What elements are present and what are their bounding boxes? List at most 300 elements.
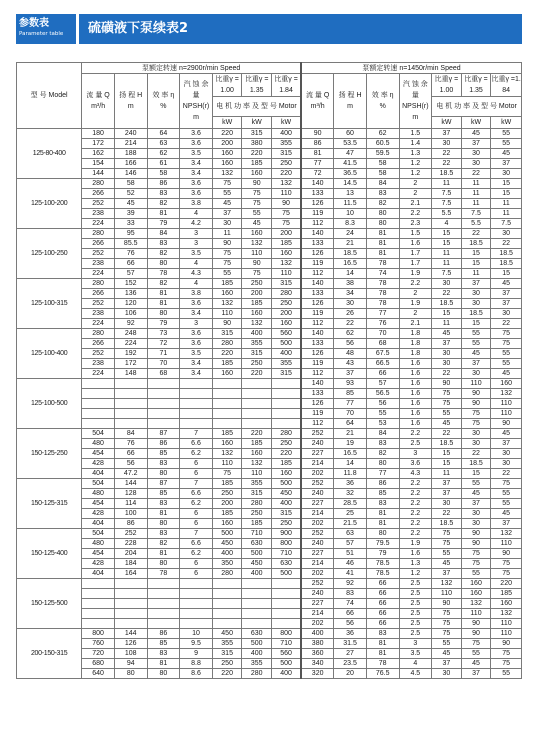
value-cell: 160 — [212, 159, 242, 169]
value-cell: 18.5 — [432, 439, 462, 449]
value-cell: 76.5 — [366, 669, 399, 679]
value-cell: 7 — [180, 529, 213, 539]
value-cell: 72 — [147, 339, 180, 349]
value-cell: 92 — [114, 319, 147, 329]
value-cell: 37 — [461, 669, 491, 679]
value-cell: 185 — [212, 509, 242, 519]
value-cell: 315 — [212, 649, 242, 659]
value-cell: 132 — [461, 599, 491, 609]
table-row — [17, 539, 522, 549]
value-cell: 180 — [82, 129, 115, 139]
value-cell: 63 — [334, 529, 367, 539]
value-cell: 148 — [114, 369, 147, 379]
value-cell: 84 — [366, 179, 399, 189]
value-cell: 166 — [114, 159, 147, 169]
value-cell: 185 — [272, 239, 302, 249]
value-cell: 202 — [301, 619, 334, 629]
value-cell: 75 — [212, 179, 242, 189]
value-cell: 30 — [432, 359, 462, 369]
value-cell: 266 — [82, 239, 115, 249]
value-cell: 45 — [212, 199, 242, 209]
value-cell: 380 — [242, 139, 272, 149]
value-cell: 81 — [301, 149, 334, 159]
value-cell: 185 — [212, 479, 242, 489]
value-cell: 11.5 — [334, 199, 367, 209]
value-cell — [212, 589, 242, 599]
value-cell: 160 — [272, 319, 302, 329]
value-cell: 280 — [242, 669, 272, 679]
value-cell: 55 — [491, 139, 522, 149]
value-cell: 37 — [461, 139, 491, 149]
value-cell: 43 — [334, 359, 367, 369]
model-cell: 125-100-250 — [17, 229, 82, 279]
value-cell — [212, 409, 242, 419]
value-cell: 6 — [180, 519, 213, 529]
value-cell: 160 — [212, 519, 242, 529]
value-cell — [242, 589, 272, 599]
value-cell: 79 — [366, 549, 399, 559]
value-cell: 80 — [147, 469, 180, 479]
value-cell: 2.5 — [399, 579, 432, 589]
value-cell: 22 — [432, 149, 462, 159]
table-row — [17, 429, 522, 439]
table-row — [17, 589, 522, 599]
value-cell: 90 — [432, 599, 462, 609]
value-cell: 3.6 — [180, 129, 213, 139]
value-cell: 128 — [114, 489, 147, 499]
value-cell: 56 — [334, 619, 367, 629]
value-cell: 79 — [147, 219, 180, 229]
flow-header: 流 量 Q m³/h — [82, 74, 115, 129]
value-cell: 252 — [301, 579, 334, 589]
table-row — [17, 609, 522, 619]
value-cell: 162 — [82, 149, 115, 159]
value-cell: 30 — [432, 349, 462, 359]
sg2-header: 比重γ =1.35 — [461, 74, 491, 97]
value-cell: 220 — [242, 149, 272, 159]
value-cell — [114, 379, 147, 389]
value-cell: 75 — [491, 479, 522, 489]
value-cell: 30 — [461, 429, 491, 439]
value-cell: 47.2 — [114, 469, 147, 479]
value-cell: 2.2 — [399, 429, 432, 439]
value-cell: 252 — [301, 479, 334, 489]
value-cell: 6.6 — [180, 439, 213, 449]
value-cell: 90 — [461, 619, 491, 629]
value-cell: 83 — [147, 529, 180, 539]
value-cell: 4.2 — [180, 219, 213, 229]
value-cell: 112 — [301, 369, 334, 379]
value-cell: 504 — [82, 429, 115, 439]
value-cell: 355 — [242, 659, 272, 669]
value-cell: 75 — [491, 329, 522, 339]
value-cell — [180, 609, 213, 619]
table-row — [17, 169, 522, 179]
value-cell: 83 — [334, 589, 367, 599]
value-cell: 34 — [334, 289, 367, 299]
value-cell: 75 — [212, 249, 242, 259]
value-cell: 315 — [272, 279, 302, 289]
value-cell: 18.5 — [432, 519, 462, 529]
value-cell: 4 — [180, 279, 213, 289]
speed-header-1450: 泵额定转速 n=1450r/min Speed — [301, 63, 521, 74]
value-cell: 75 — [491, 559, 522, 569]
value-cell: 11 — [432, 319, 462, 329]
value-cell: 3.8 — [180, 289, 213, 299]
value-cell: 83 — [366, 189, 399, 199]
value-cell: 500 — [272, 479, 302, 489]
value-cell: 85 — [366, 489, 399, 499]
value-cell: 220 — [272, 449, 302, 459]
value-cell: 85 — [147, 449, 180, 459]
value-cell: 315 — [242, 129, 272, 139]
value-cell: 87 — [147, 479, 180, 489]
value-cell: 80 — [147, 309, 180, 319]
value-cell: 7.5 — [491, 219, 522, 229]
model-cell: 150-125-250 — [17, 429, 82, 479]
value-cell: 132 — [272, 259, 302, 269]
value-cell: 30 — [212, 219, 242, 229]
value-cell: 55 — [491, 489, 522, 499]
value-cell — [147, 419, 180, 429]
value-cell: 126 — [114, 639, 147, 649]
value-cell: 710 — [272, 549, 302, 559]
value-cell: 132 — [491, 609, 522, 619]
value-cell: 112 — [301, 219, 334, 229]
value-cell: 280 — [242, 499, 272, 509]
value-cell: 21 — [334, 239, 367, 249]
value-cell: 45 — [491, 509, 522, 519]
value-cell: 252 — [114, 529, 147, 539]
value-cell: 84 — [147, 229, 180, 239]
value-cell: 30 — [461, 159, 491, 169]
value-cell: 132 — [242, 319, 272, 329]
value-cell: 2 — [399, 179, 432, 189]
model-cell: 125-100-400 — [17, 329, 82, 379]
value-cell: 504 — [82, 529, 115, 539]
value-cell: 227 — [301, 449, 334, 459]
value-cell: 5.5 — [432, 209, 462, 219]
value-cell: 355 — [242, 339, 272, 349]
value-cell: 31.5 — [334, 639, 367, 649]
value-cell: 3 — [180, 319, 213, 329]
value-cell: 62 — [334, 329, 367, 339]
value-cell: 55 — [491, 669, 522, 679]
value-cell: 81 — [147, 549, 180, 559]
value-cell: 19 — [334, 439, 367, 449]
value-cell: 11 — [461, 199, 491, 209]
value-cell: 184 — [114, 559, 147, 569]
value-cell: 114 — [114, 499, 147, 509]
value-cell: 110 — [491, 399, 522, 409]
value-cell: 250 — [212, 659, 242, 669]
value-cell — [82, 399, 115, 409]
value-cell: 1.6 — [399, 549, 432, 559]
value-cell: 30 — [491, 229, 522, 239]
model-cell: 125-100-500 — [17, 379, 82, 429]
value-cell: 85 — [147, 489, 180, 499]
value-cell: 202 — [301, 469, 334, 479]
value-cell: 30 — [491, 309, 522, 319]
value-cell: 75 — [432, 529, 462, 539]
value-cell: 18.5 — [432, 299, 462, 309]
value-cell: 6.2 — [180, 549, 213, 559]
value-cell: 160 — [212, 369, 242, 379]
value-cell: 160 — [242, 229, 272, 239]
value-cell: 15 — [461, 249, 491, 259]
value-cell: 82 — [366, 199, 399, 209]
value-cell: 227 — [301, 599, 334, 609]
value-cell: 75 — [212, 259, 242, 269]
table-row — [17, 459, 522, 469]
value-cell: 2.2 — [399, 489, 432, 499]
value-cell: 55 — [432, 409, 462, 419]
value-cell: 630 — [242, 629, 272, 639]
value-cell: 1.3 — [399, 559, 432, 569]
kw-unit: kW — [461, 117, 491, 129]
value-cell: 14 — [334, 459, 367, 469]
table-row — [17, 129, 522, 139]
value-cell: 680 — [82, 659, 115, 669]
value-cell: 66.5 — [366, 359, 399, 369]
value-cell: 18.5 — [461, 309, 491, 319]
value-cell: 11 — [461, 269, 491, 279]
value-cell: 64 — [147, 129, 180, 139]
value-cell: 86 — [114, 519, 147, 529]
value-cell: 27 — [334, 649, 367, 659]
value-cell: 8.8 — [180, 659, 213, 669]
value-cell: 18.5 — [461, 239, 491, 249]
value-cell — [212, 419, 242, 429]
value-cell: 640 — [82, 669, 115, 679]
value-cell: 454 — [82, 549, 115, 559]
value-cell: 90 — [461, 399, 491, 409]
value-cell: 110 — [242, 469, 272, 479]
value-cell: 100 — [114, 509, 147, 519]
value-cell: 95 — [114, 229, 147, 239]
value-cell: 14.5 — [334, 179, 367, 189]
table-body — [17, 129, 522, 679]
table-row — [17, 549, 522, 559]
value-cell: 56 — [366, 399, 399, 409]
table-row — [17, 639, 522, 649]
value-cell — [147, 619, 180, 629]
value-cell: 78 — [366, 279, 399, 289]
sg1-header: 比重γ =1.00 — [432, 74, 462, 97]
value-cell: 4 — [180, 259, 213, 269]
value-cell: 224 — [82, 219, 115, 229]
value-cell: 22 — [491, 239, 522, 249]
value-cell: 37 — [432, 569, 462, 579]
value-cell: 1.9 — [399, 269, 432, 279]
table-row — [17, 279, 522, 289]
value-cell: 66 — [366, 609, 399, 619]
value-cell: 13 — [334, 189, 367, 199]
value-cell: 1.6 — [399, 389, 432, 399]
value-cell: 45 — [491, 429, 522, 439]
value-cell: 160 — [272, 469, 302, 479]
value-cell: 90 — [242, 179, 272, 189]
value-cell: 80 — [147, 519, 180, 529]
value-cell: 188 — [114, 149, 147, 159]
sg3-header: 比重γ =1.84 — [272, 74, 302, 97]
value-cell: 7.5 — [432, 199, 462, 209]
value-cell: 119 — [301, 259, 334, 269]
value-cell: 67.5 — [366, 349, 399, 359]
value-cell: 2.5 — [399, 619, 432, 629]
value-cell: 280 — [82, 229, 115, 239]
value-cell: 480 — [82, 539, 115, 549]
value-cell: 450 — [272, 489, 302, 499]
value-cell — [272, 399, 302, 409]
value-cell: 37 — [432, 489, 462, 499]
value-cell: 355 — [272, 139, 302, 149]
value-cell: 55 — [212, 269, 242, 279]
value-cell: 2.2 — [399, 519, 432, 529]
model-cell: 150-125-500 — [17, 579, 82, 629]
value-cell: 133 — [301, 239, 334, 249]
value-cell — [242, 599, 272, 609]
value-cell: 39 — [114, 209, 147, 219]
value-cell: 200 — [272, 309, 302, 319]
value-cell: 160 — [212, 149, 242, 159]
value-cell: 11 — [461, 189, 491, 199]
value-cell: 75 — [432, 629, 462, 639]
value-cell: 75 — [461, 419, 491, 429]
value-cell: 428 — [82, 459, 115, 469]
value-cell: 560 — [272, 329, 302, 339]
value-cell: 11 — [432, 179, 462, 189]
value-cell: 1.6 — [399, 409, 432, 419]
value-cell: 3.8 — [180, 199, 213, 209]
value-cell: 45 — [461, 349, 491, 359]
value-cell: 23.5 — [334, 659, 367, 669]
value-cell: 30 — [432, 669, 462, 679]
value-cell: 132 — [212, 299, 242, 309]
head-header: 扬 程 H m — [114, 74, 147, 129]
value-cell: 1.7 — [399, 259, 432, 269]
value-cell: 11 — [432, 249, 462, 259]
value-cell: 37 — [491, 519, 522, 529]
value-cell: 73 — [147, 329, 180, 339]
value-cell: 110 — [242, 249, 272, 259]
table-row — [17, 489, 522, 499]
value-cell: 15 — [491, 189, 522, 199]
value-cell: 76 — [114, 439, 147, 449]
value-cell: 2.3 — [399, 219, 432, 229]
value-cell: 214 — [114, 139, 147, 149]
value-cell: 240 — [301, 589, 334, 599]
table-row — [17, 409, 522, 419]
value-cell: 1.6 — [399, 419, 432, 429]
value-cell: 90 — [461, 629, 491, 639]
value-cell: 37 — [491, 299, 522, 309]
table-row — [17, 299, 522, 309]
value-cell: 1.3 — [399, 149, 432, 159]
value-cell: 315 — [272, 509, 302, 519]
table-row — [17, 189, 522, 199]
model-cell: 150-125-315 — [17, 479, 82, 529]
value-cell: 66 — [334, 609, 367, 619]
value-cell: 59.5 — [366, 149, 399, 159]
value-cell: 55 — [242, 209, 272, 219]
value-cell: 450 — [212, 539, 242, 549]
table-row — [17, 419, 522, 429]
value-cell: 450 — [242, 559, 272, 569]
value-cell: 315 — [242, 489, 272, 499]
value-cell: 4 — [432, 219, 462, 229]
value-cell: 3.4 — [180, 369, 213, 379]
table-row — [17, 149, 522, 159]
value-cell: 37 — [461, 279, 491, 289]
value-cell: 1.4 — [399, 139, 432, 149]
value-cell: 25 — [334, 509, 367, 519]
value-cell: 66 — [114, 259, 147, 269]
value-cell: 38 — [334, 279, 367, 289]
value-cell: 2 — [399, 189, 432, 199]
value-cell: 66 — [114, 449, 147, 459]
value-cell: 192 — [114, 349, 147, 359]
value-cell — [212, 619, 242, 629]
value-cell: 83 — [366, 439, 399, 449]
value-cell: 75 — [432, 619, 462, 629]
value-cell — [242, 389, 272, 399]
value-cell: 36 — [334, 479, 367, 489]
value-cell: 315 — [272, 369, 302, 379]
kw-unit: kW — [242, 117, 272, 129]
table-row — [17, 669, 522, 679]
value-cell: 82 — [147, 279, 180, 289]
value-cell: 90 — [212, 319, 242, 329]
badge-title: 参数表 — [19, 18, 49, 29]
value-cell: 2.5 — [399, 629, 432, 639]
value-cell: 75 — [491, 649, 522, 659]
value-cell: 630 — [242, 539, 272, 549]
value-cell: 30 — [432, 139, 462, 149]
value-cell: 164 — [114, 569, 147, 579]
value-cell: 800 — [272, 539, 302, 549]
value-cell: 22 — [432, 369, 462, 379]
value-cell: 16.5 — [334, 259, 367, 269]
header-divider — [76, 14, 79, 44]
value-cell: 87 — [147, 429, 180, 439]
value-cell: 56 — [334, 339, 367, 349]
value-cell: 4 — [399, 659, 432, 669]
value-cell: 86 — [147, 439, 180, 449]
value-cell: 55 — [491, 499, 522, 509]
value-cell: 160 — [491, 379, 522, 389]
value-cell: 30 — [432, 499, 462, 509]
value-cell: 85 — [147, 639, 180, 649]
value-cell: 37 — [491, 159, 522, 169]
pump-parameter-table — [16, 62, 522, 679]
value-cell: 81 — [147, 299, 180, 309]
table-row — [17, 199, 522, 209]
value-cell: 119 — [301, 309, 334, 319]
value-cell: 83 — [366, 629, 399, 639]
value-cell: 80 — [366, 209, 399, 219]
value-cell: 240 — [301, 439, 334, 449]
value-cell: 83 — [147, 649, 180, 659]
value-cell: 3.4 — [180, 359, 213, 369]
value-cell: 11 — [461, 179, 491, 189]
table-row — [17, 649, 522, 659]
value-cell: 112 — [301, 319, 334, 329]
value-cell: 140 — [301, 229, 334, 239]
table-row — [17, 399, 522, 409]
value-cell: 11.8 — [334, 469, 367, 479]
value-cell: 90 — [461, 389, 491, 399]
